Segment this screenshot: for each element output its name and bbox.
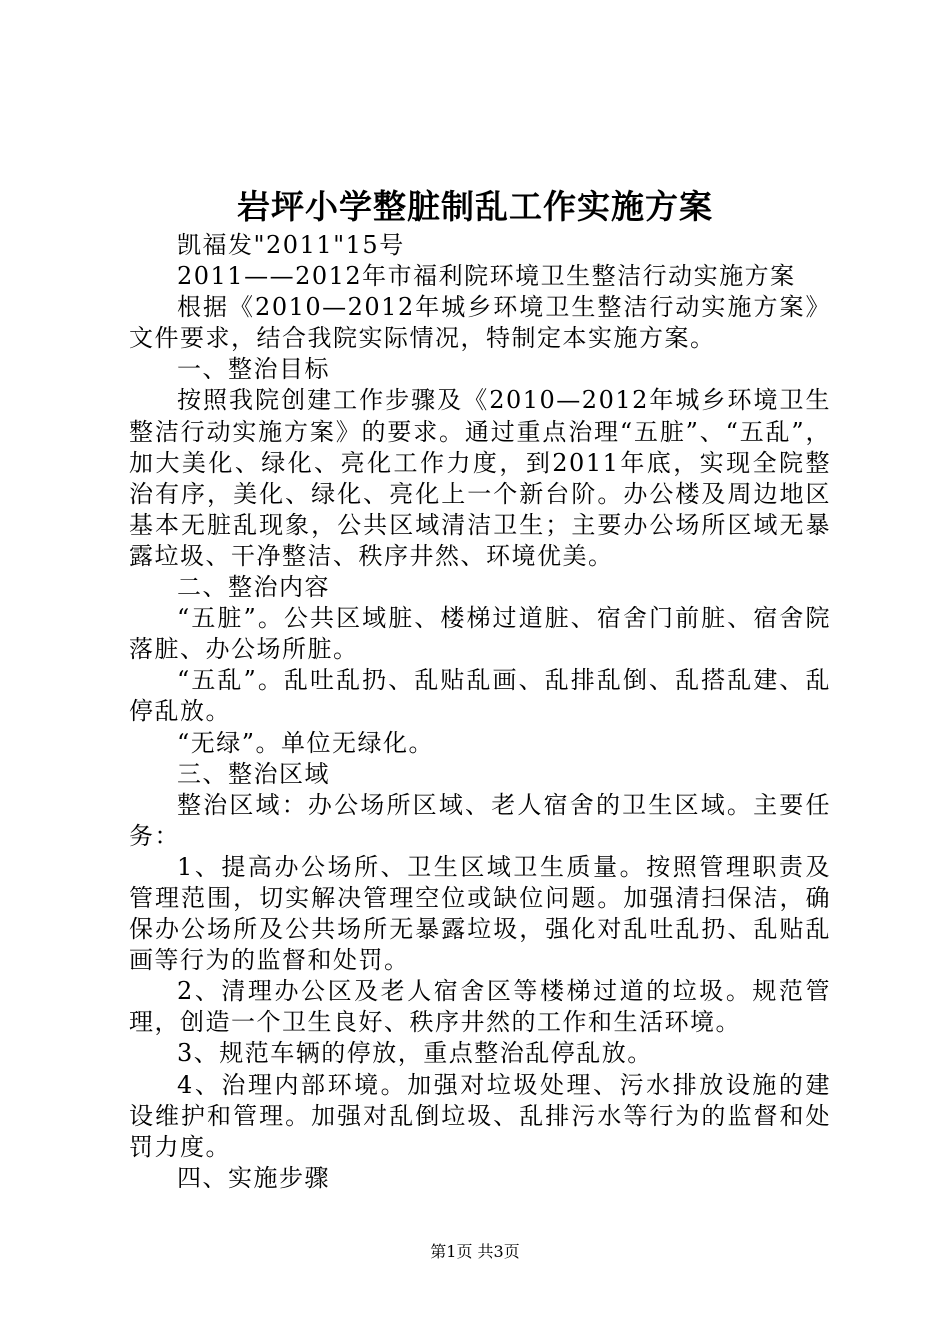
paragraph-area: 整治区域：办公场所区域、老人宿舍的卫生区域。主要任务： [129,790,831,850]
section-heading-goals: 一、整治目标 [177,355,330,384]
paragraph-subtitle: 2011——2012年市福利院环境卫生整洁行动实施方案 [177,262,796,291]
paragraph-no-green: “无绿”。单位无绿化。 [177,728,435,757]
paragraph-five-dirty: “五脏”。公共区域脏、楼梯过道脏、宿舍门前脏、宿舍院落脏、办公场所脏。 [129,604,831,664]
paragraph-intro: 根据《2010—2012年城乡环境卫生整洁行动实施方案》文件要求，结合我院实际情况，特制定本实施方案。 [129,293,831,353]
task-item-3: 3、规范车辆的停放，重点整治乱停乱放。 [177,1039,653,1068]
task-item-4: 4、治理内部环境。加强对垃圾处理、污水排放设施的建设维护和管理。加强对乱倒垃圾、乱排污水等行为的监督和处罚力度。 [129,1070,831,1161]
paragraph-document-number: 凯福发"2011"15号 [177,231,405,259]
section-heading-steps: 四、实施步骤 [177,1163,330,1192]
task-item-2: 2、清理办公区及老人宿舍区等楼梯过道的垃圾。规范管理，创造一个卫生良好、秩序井然的工作和生活环境。 [129,977,831,1037]
document-title: 岩坪小学整脏制乱工作实施方案 [237,187,713,226]
page-footer: 第1页 共3页 [430,1242,520,1261]
paragraph-five-chaos: “五乱”。乱吐乱扔、乱贴乱画、乱排乱倒、乱搭乱建、乱停乱放。 [129,666,831,726]
section-heading-content: 二、整治内容 [177,573,330,602]
document-body [129,230,831,1194]
paragraph-goals: 按照我院创建工作步骤及《2010—2012年城乡环境卫生整洁行动实施方案》的要求。通过重点治理“五脏”、“五乱”，加大美化、绿化、亮化工作力度，到2011年底，实现全院整治有序，美化、绿化、亮化上一个新台阶。办公楼及周边地区基本无脏乱现象，公共区域清洁卫生；主要办公场所区域无暴露垃圾、干净整洁、秩序井然、环境优美。 [129,386,831,570]
section-heading-area: 三、整治区域 [177,759,330,788]
task-item-1: 1、提高办公场所、卫生区域卫生质量。按照管理职责及管理范围，切实解决管理空位或缺位问题。加强清扫保洁，确保办公场所及公共场所无暴露垃圾，强化对乱吐乱扔、乱贴乱画等行为的监督和处罚。 [129,852,831,975]
